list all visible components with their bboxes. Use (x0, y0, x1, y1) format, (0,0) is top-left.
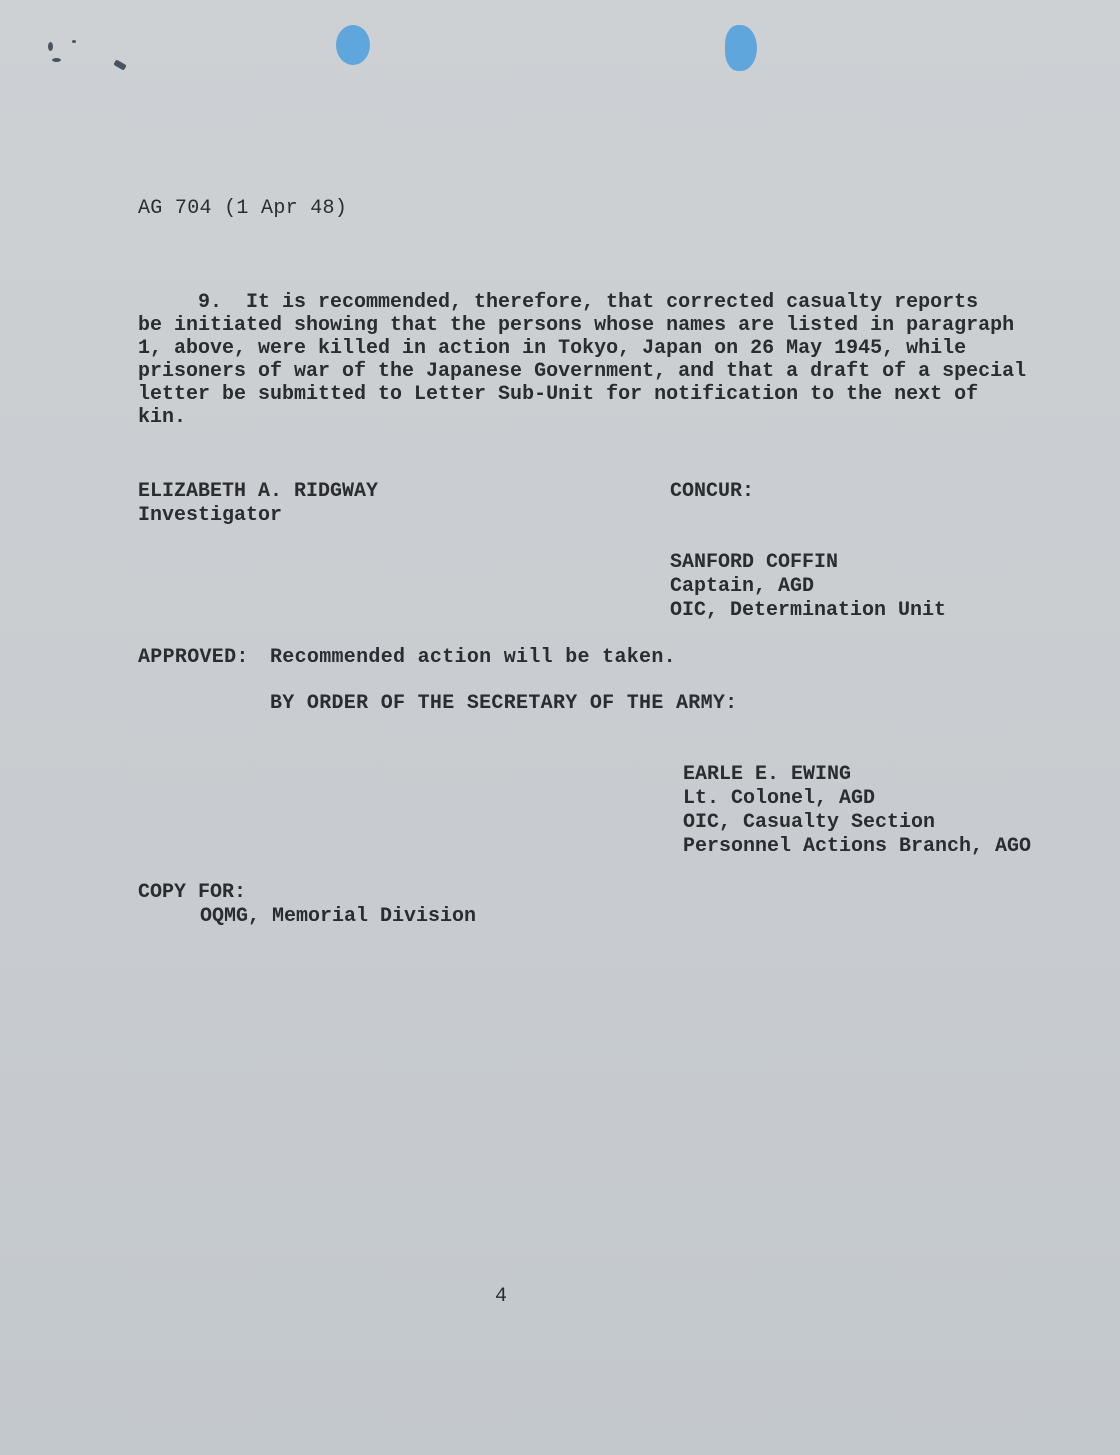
by-order-line: BY ORDER OF THE SECRETARY OF THE ARMY: (270, 692, 738, 715)
punch-hole-left (336, 25, 370, 65)
signatory-rank: Lt. Colonel, AGD (683, 787, 876, 810)
signatory-name: EARLE E. EWING (683, 763, 852, 786)
paragraph-line: be initiated showing that the persons whose names are listed in paragraph (138, 314, 1015, 337)
ink-speck (113, 59, 126, 70)
paragraph-line: 9. It is recommended, therefore, that corrected casualty reports (138, 291, 979, 314)
concur-name: SANFORD COFFIN (670, 551, 839, 574)
paragraph-line: prisoners of war of the Japanese Government, and that a draft of a special (138, 360, 1027, 383)
investigator-title: Investigator (138, 504, 283, 527)
investigator-name: ELIZABETH A. RIDGWAY (138, 480, 379, 503)
approved-label: APPROVED: (138, 646, 249, 669)
concur-signature-block (670, 551, 946, 623)
concur-label (670, 480, 754, 504)
concur-text: CONCUR: (670, 480, 755, 503)
signatory-position: OIC, Casualty Section (683, 811, 936, 834)
paragraph-9 (138, 291, 1027, 429)
paragraph-line: 1, above, were killed in action in Tokyo, Japan on 26 May 1945, while (138, 337, 967, 360)
ink-speck (52, 58, 61, 62)
copy-for-recipient: OQMG, Memorial Division (200, 905, 477, 928)
signatory-block (683, 763, 1031, 859)
punch-hole-right (725, 25, 757, 71)
paragraph-line: letter be submitted to Letter Sub-Unit for notification to the next of (138, 383, 979, 406)
copy-for-block (138, 881, 476, 929)
reference-line: AG 704 (1 Apr 48) (138, 197, 348, 220)
concur-rank: Captain, AGD (670, 575, 815, 598)
signatory-branch: Personnel Actions Branch, AGO (683, 835, 1032, 858)
approved-text: Recommended action will be taken. (270, 646, 676, 669)
copy-for-label: COPY FOR: (138, 881, 247, 904)
page-number: 4 (495, 1285, 508, 1308)
concur-position: OIC, Determination Unit (670, 599, 947, 622)
ink-speck (48, 42, 53, 51)
investigator-block (138, 480, 378, 528)
ink-speck (72, 40, 76, 43)
paragraph-line: kin. (138, 406, 187, 429)
